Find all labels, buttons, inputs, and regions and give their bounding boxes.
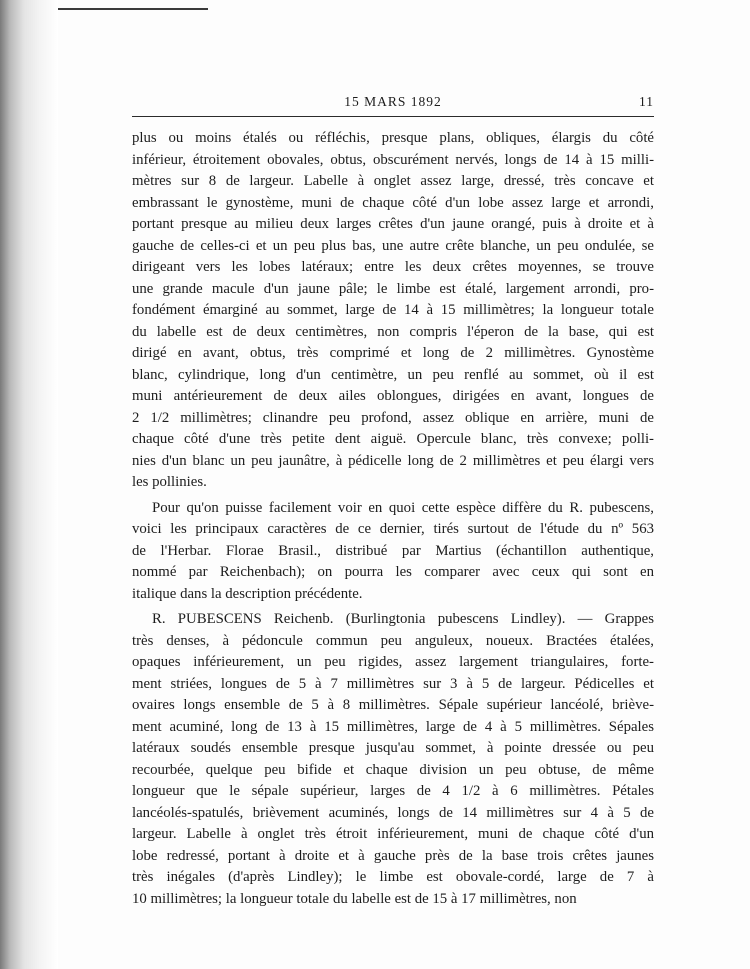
text-line: de l'Herbar. Florae Brasil., distribué par Martius (échantillon authentique, — [132, 542, 654, 559]
text-line: très denses, à pédoncule commun peu anguleux, noueux. Bractées étalées, — [132, 632, 654, 649]
text-line: voici les principaux caractères de ce dernier, tirés surtout de l'étude du nº 563 — [132, 521, 654, 537]
text-line: embrassant le gynostème, muni de chaque côté d'un lobe assez large et arrondi, — [132, 194, 654, 211]
text-line: du labelle est de deux centimètres, non compris l'éperon de la base, qui est — [132, 323, 654, 340]
text-line: très inégales (d'après Lindley); le limbe est obovale-cordé, large de 7 à — [132, 869, 654, 885]
text-line: lancéolés-spatulés, brièvement acuminés, longs de 14 millimètres sur 4 à 5 de — [132, 804, 654, 821]
text-line: inférieur, étroitement obovales, obtus, obscurément nervés, longs de 14 à 15 milli- — [132, 151, 654, 168]
text-line: 2 1/2 millimètres; clinandre peu profond, assez oblique en arrière, muni de — [132, 409, 654, 426]
header-rule — [132, 116, 654, 117]
book-spine-shadow — [0, 0, 58, 969]
text-line: recourbée, quelque peu bifide et chaque division un peu obtuse, de même — [132, 761, 654, 778]
text-line: largeur. Labelle à onglet très étroit inférieurement, muni de chaque côté d'un — [132, 826, 654, 842]
text-line: gauche de celles-ci et un peu plus bas, une autre crête blanche, un peu ondulée, se — [132, 237, 654, 254]
text-line: lobe redressé, portant à droite et à gauche près de la base trois crêtes jaunes — [132, 847, 654, 864]
paragraph — [132, 498, 654, 606]
text-line: longueur que le sépale supérieur, larges de 4 1/2 à 6 millimètres. Pétales — [132, 783, 654, 799]
text-line: chaque côté d'une très petite dent aiguë. Opercule blanc, très convexe; polli- — [132, 431, 654, 447]
text-line: fondément émarginé au sommet, large de 14 à 15 millimètres; la longueur totale — [132, 302, 654, 318]
text-line: italique dans la description précédente. — [132, 585, 363, 602]
header-date: 15 MARS 1892 — [344, 94, 442, 109]
text-line: les pollinies. — [132, 474, 207, 490]
text-line: ment striées, longues de 5 à 7 millimètres sur 3 à 5 de largeur. Pédicelles et — [132, 675, 654, 692]
text-line: mètres sur 8 de largeur. Labelle à onglet assez large, dressé, très concave et — [132, 173, 654, 189]
text-line: nommé par Reichenbach); on pourra les comparer avec ceux qui sont en — [132, 564, 654, 580]
text-line: ovaires longs ensemble de 5 à 8 millimètres. Sépale supérieur lancéolé, briève- — [132, 697, 654, 713]
text-line: plus ou moins étalés ou réfléchis, presque plans, obliques, élargis du côté — [132, 130, 654, 146]
text-line: muni antérieurement de deux ailes oblongues, dirigées en avant, longues de — [132, 388, 654, 404]
text-line: Pour qu'on puisse facilement voir en quoi cette espèce diffère du R. pubescens, — [152, 499, 654, 516]
body-text — [132, 128, 654, 910]
text-line: ment acuminé, long de 13 à 15 millimètres, large de 4 à 5 millimètres. Sépales — [132, 718, 654, 735]
paragraph — [132, 609, 654, 910]
text-line: nies d'un blanc un peu jaunâtre, à pédicelle long de 2 millimètres et peu élargi vers — [132, 452, 654, 469]
paragraph — [132, 128, 654, 494]
text-line: portant presque au milieu deux larges crêtes d'un jaune orangé, puis à droite et à — [132, 216, 654, 232]
text-line: dirigeant vers les lobes latéraux; entre les deux crêtes moyennes, se trouve — [132, 259, 654, 275]
text-line: latéraux soudés ensemble presque jusqu'au sommet, à pointe dressée ou peu — [132, 740, 654, 756]
top-edge-mark — [58, 8, 208, 10]
text-line: opaques inférieurement, un peu rigides, assez largement triangulaires, forte- — [132, 654, 654, 670]
text-line: une grande macule d'un jaune pâle; le limbe est étalé, largement arrondi, pro- — [132, 280, 654, 297]
text-line: blanc, cylindrique, long d'un centimètre, un peu renflé au sommet, où il est — [132, 366, 654, 383]
text-line: 10 millimètres; la longueur totale du labelle est de 15 à 17 millimètres, non — [132, 890, 577, 907]
text-line: R. PUBESCENS Reichenb. (Burlingtonia pubescens Lindley). — Grappes — [152, 611, 654, 627]
text-line: dirigé en avant, obtus, très comprimé et long de 2 millimètres. Gynostème — [132, 345, 654, 361]
page-number: 11 — [639, 94, 654, 109]
running-header — [132, 94, 654, 116]
